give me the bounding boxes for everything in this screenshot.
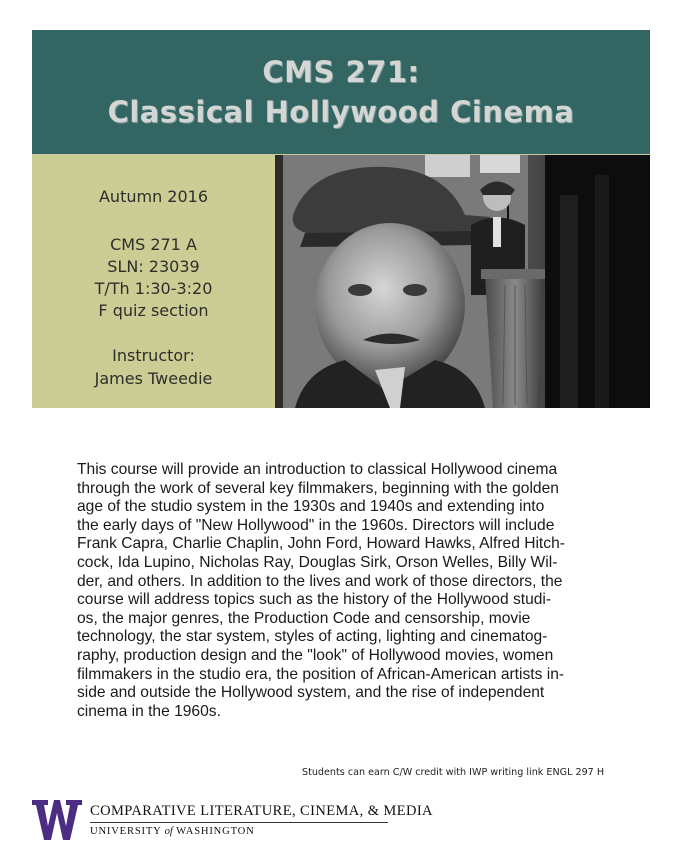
description-line: der, and others. In addition to the lives and work of those directors, the: [77, 572, 563, 590]
title-banner: [32, 30, 650, 155]
description-line: age of the studio system in the 1930s and 1940s and extending into: [77, 498, 545, 516]
course-name-title: Classical Hollywood Cinema: [107, 95, 575, 129]
department-name: COMPARATIVE LITERATURE, CINEMA, & MEDIA: [90, 803, 433, 819]
quiz-section: F quiz section: [98, 301, 209, 320]
description-line: cock, Ida Lupino, Nicholas Ray, Douglas Sirk, Orson Welles, Billy Wil-: [77, 553, 558, 571]
course-number-title: CMS 271:: [262, 55, 420, 89]
description-line: Frank Capra, Charlie Chaplin, John Ford, Howard Hawks, Alfred Hitch-: [77, 535, 565, 553]
description-line: raphy, production design and the "look" of Hollywood movies, women: [77, 646, 554, 664]
film-still-illustration: [275, 155, 650, 408]
course-code: CMS 271 A: [110, 235, 197, 254]
description-line: course will address topics such as the history of the Hollywood studi-: [77, 591, 552, 609]
term: Autumn 2016: [98, 187, 209, 206]
description-line: side and outside the Hollywood system, and the rise of independent: [77, 684, 545, 702]
description-line: This course will provide an introduction to classical Hollywood cinema: [77, 461, 558, 478]
instructor-name: James Tweedie: [94, 369, 213, 388]
description-line: technology, the star system, styles of acting, lighting and cinematog-: [77, 628, 548, 646]
description-line: filmmakers in the studio era, the position of African-American artists in-: [77, 665, 565, 683]
description-line: the early days of "New Hollywood" in the 1960s. Directors will include: [77, 516, 555, 534]
footer-divider: [90, 822, 388, 823]
course-description: [77, 461, 629, 721]
instructor-label: Instructor:: [112, 346, 195, 365]
credit-note: Students can earn C/W credit with IWP writing link ENGL 297 H: [302, 767, 605, 778]
university-name: UNIVERSITY of WASHINGTON: [90, 826, 255, 837]
description-line: os, the major genres, the Production Code and censorship, movie: [77, 609, 531, 627]
uw-w-logo-icon: [32, 800, 82, 840]
description-line: through the work of several key filmmakers, beginning with the golden: [77, 479, 559, 497]
film-still-photo: [275, 155, 650, 408]
sln: SLN: 23039: [107, 257, 200, 276]
description-line: cinema in the 1960s.: [77, 702, 221, 720]
course-info-panel: [32, 155, 275, 408]
schedule: T/Th 1:30-3:20: [94, 279, 213, 298]
